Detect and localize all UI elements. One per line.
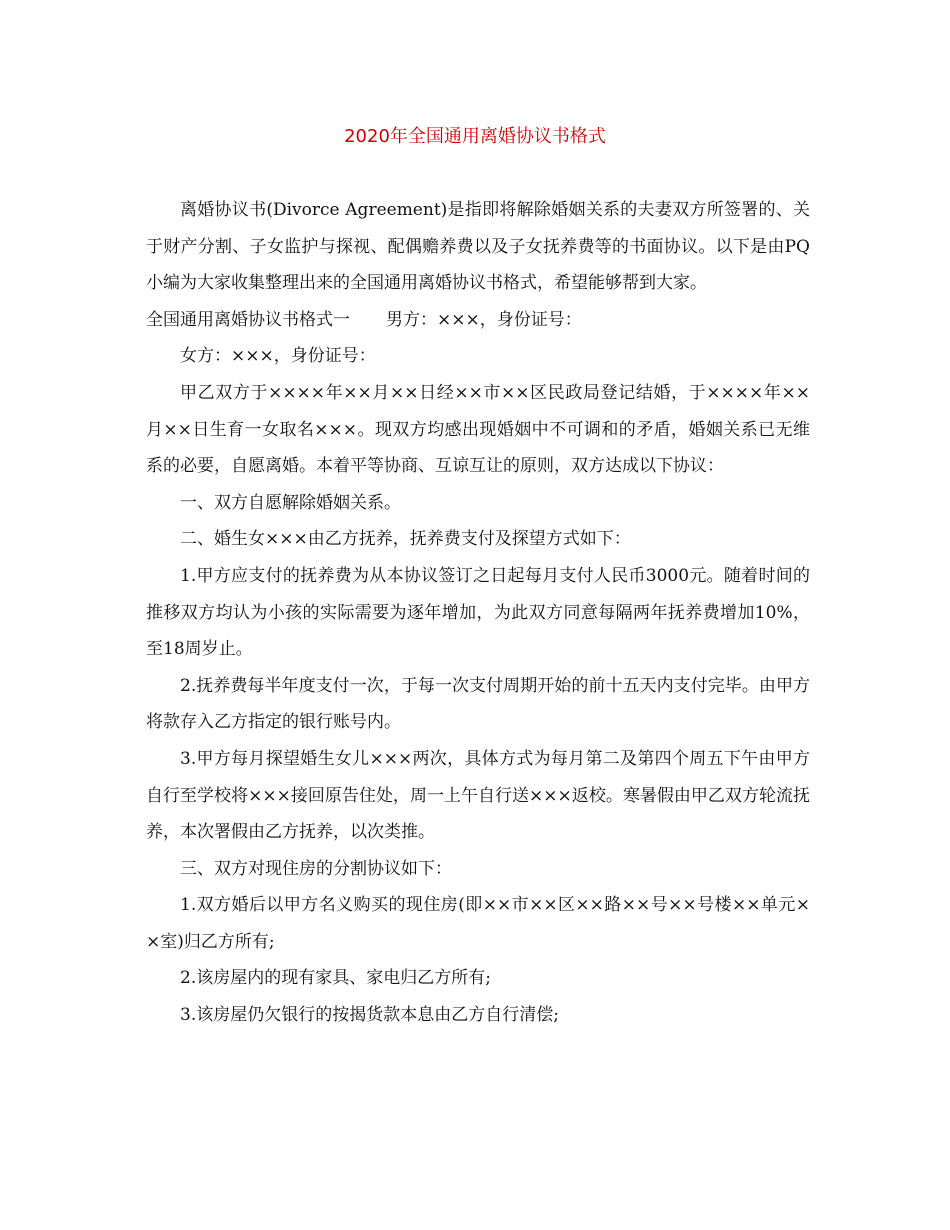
paragraph-clause-3-item-1: 1.双方婚后以甲方名义购买的现住房(即××市××区××路××号××号楼××单元××室)归乙方所有; (146, 895, 810, 952)
document-body (146, 192, 810, 1034)
document-title: 2020年全国通用离婚协议书格式 (344, 126, 606, 147)
paragraph-clause-1: 一、双方自愿解除婚姻关系。 (180, 492, 401, 513)
format-heading: 全国通用离婚协议书格式一 (146, 309, 350, 330)
paragraph-clause-2-item-1: 1.甲方应支付的抚养费为从本协议签订之日起每月支付人民币3000元。随着时间的推移双方均认为小孩的实际需要为逐年增加，为此双方同意每隔两年抚养费增加10%，至18周岁止。 (146, 565, 810, 660)
intro-paragraph: 离婚协议书(Divorce Agreement)是指即将解除婚姻关系的夫妻双方所签署的、关于财产分割、子女监护与探视、配偶赡养费以及子女抚养费等的书面协议。以下是由PQ小编为大家收集整理出来的全国通用离婚协议书格式，希望能够帮到大家。 (146, 200, 810, 294)
man-line: 男方：×××，身份证号： (386, 309, 582, 330)
paragraph-clause-3-item-3: 3.该房屋仍欠银行的按揭货款本息由乙方自行清偿; (180, 1005, 559, 1026)
paragraph-clause-2: 二、婚生女×××由乙方抚养，抚养费支付及探望方式如下： (180, 529, 631, 550)
paragraph-clause-3: 三、双方对现住房的分割协议如下： (180, 858, 452, 879)
paragraph-clause-2-item-2: 2.抚养费每半年度支付一次，于每一次支付周期开始的前十五天内支付完毕。由甲方将款存入乙方指定的银行账号内。 (146, 675, 810, 733)
paragraph-clause-2-item-3: 3.甲方每月探望婚生女儿×××两次，具体方式为每月第二及第四个周五下午由甲方自行至学校将×××接回原告住处，周一上午自行送×××返校。寒暑假由甲乙双方轮流抚养，本次署假由乙方抚养，以次类推。 (146, 748, 810, 843)
paragraph-marriage-background: 甲乙双方于××××年××月××日经××市××区民政局登记结婚，于××××年××月××日生育一女取名×××。现双方均感出现婚姻中不可调和的矛盾，婚姻关系已无维系的必要，自愿离婚。本着平等协商、互谅互让的原则，双方达成以下协议： (146, 382, 810, 477)
paragraph-clause-3-item-2: 2.该房屋内的现有家具、家电归乙方所有; (180, 968, 491, 989)
format-heading-line (146, 302, 810, 339)
woman-line: 女方：×××，身份证号： (180, 346, 376, 367)
